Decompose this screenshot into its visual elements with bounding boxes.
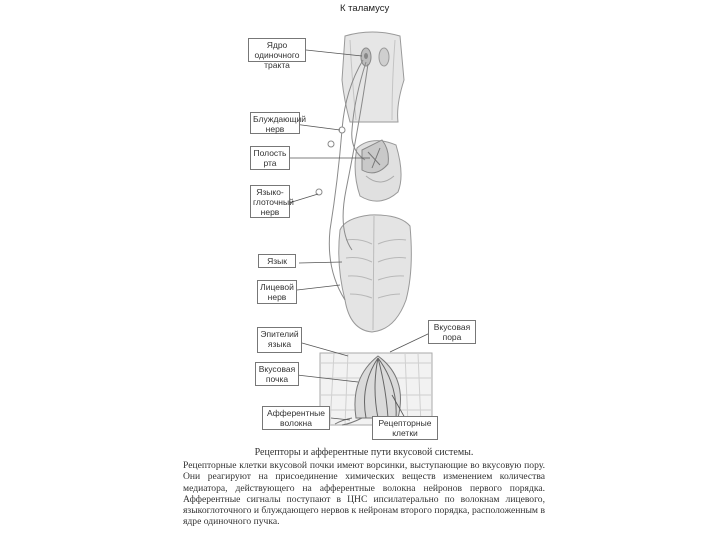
nucleus-label: Ядро одиночного тракта xyxy=(248,38,306,62)
caption-text: Рецепторные клетки вкусовой почки имеют ворсинки, выступающие во вкусовую пору. Они реагируют на присоединение химических веществ изменением количества медиатора, действующего на афферентные волокна нейронов первого порядка. Афферентные сигналы поступают в ЦНС ипсилатерально по волокнам лицевого, языкоглоточного и блуждающего нервов к нейронам второго порядка, расположенным в ядре одиночного пучка. xyxy=(183,460,545,528)
tongue-label: Язык xyxy=(258,254,296,268)
taste-pore-label: Вкусовая пора xyxy=(428,320,476,344)
taste-bud-label: Вкусовая почка xyxy=(255,362,299,386)
afferent-fibers-label: Афферентные волокна xyxy=(262,406,330,430)
oral-cavity-illustration xyxy=(355,140,401,201)
brainstem-illustration xyxy=(342,32,404,122)
oral-cavity-label: Полость рта xyxy=(250,146,290,170)
taste-bud-illustration xyxy=(320,353,432,425)
facial-nerve-label: Лицевой нерв xyxy=(257,280,297,304)
figure-caption xyxy=(183,447,545,528)
to-thalamus-label: К таламусу xyxy=(340,3,390,14)
tongue-epithelium-label: Эпителий языка xyxy=(257,327,302,353)
receptor-cells-label: Рецепторные клетки xyxy=(372,416,438,440)
glossopharyngeal-nerve-label: Языко- глоточный нерв xyxy=(250,185,290,218)
tongue-illustration xyxy=(339,215,412,332)
caption-title: Рецепторы и афферентные пути вкусовой системы. xyxy=(254,447,474,458)
vagus-nerve-label: Блуждающий нерв xyxy=(250,112,300,134)
